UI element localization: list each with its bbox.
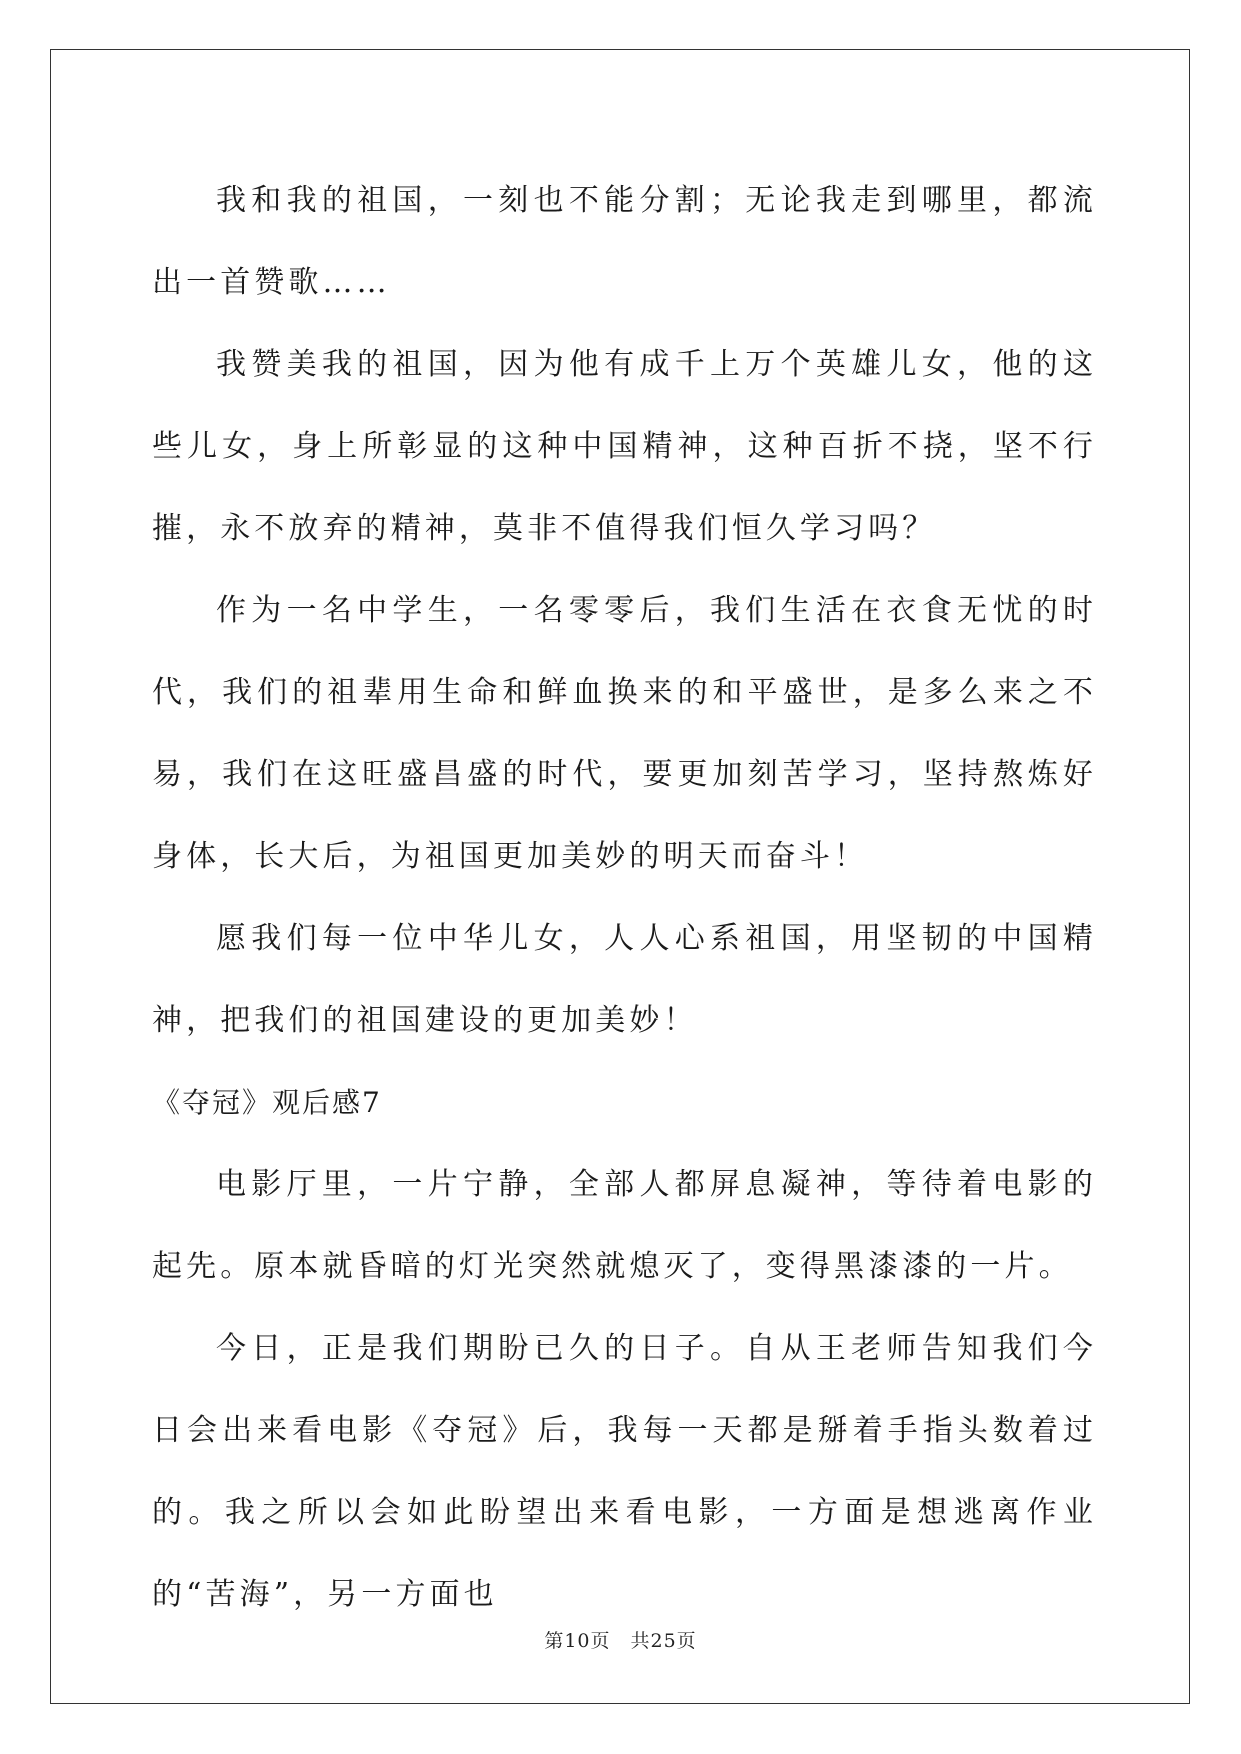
document-body: [152, 160, 1097, 1636]
paragraph-4: 愿我们每一位中华儿女，人人心系祖国，用坚韧的中国精神，把我们的祖国建设的更加美妙！: [152, 921, 1097, 1038]
page-number: 第10页 共25页: [544, 1630, 697, 1652]
paragraph-3: 作为一名中学生，一名零零后，我们生活在衣食无忧的时代，我们的祖辈用生命和鲜血换来的和平盛世，是多么来之不易，我们在这旺盛昌盛的时代，要更加刻苦学习，坚持熬炼好身体，长大后，为祖国更加美妙的明天而奋斗！: [152, 593, 1097, 874]
section-heading: 《夺冠》观后感7: [152, 1086, 382, 1119]
page-footer: [0, 1626, 1241, 1653]
paragraph-5: 电影厅里，一片宁静，全部人都屏息凝神，等待着电影的起先。原本就昏暗的灯光突然就熄灭了，变得黑漆漆的一片。: [152, 1167, 1097, 1284]
paragraph-6: 今日，正是我们期盼已久的日子。自从王老师告知我们今日会出来看电影《夺冠》后，我每一天都是掰着手指头数着过的。我之所以会如此盼望出来看电影，一方面是想逃离作业的“苦海”，另一方面也: [152, 1331, 1097, 1612]
paragraph-1: 我和我的祖国，一刻也不能分割；无论我走到哪里，都流出一首赞歌……: [152, 183, 1097, 300]
paragraph-2: 我赞美我的祖国，因为他有成千上万个英雄儿女，他的这些儿女，身上所彰显的这种中国精神，这种百折不挠，坚不行摧，永不放弃的精神，莫非不值得我们恒久学习吗？: [152, 347, 1097, 546]
